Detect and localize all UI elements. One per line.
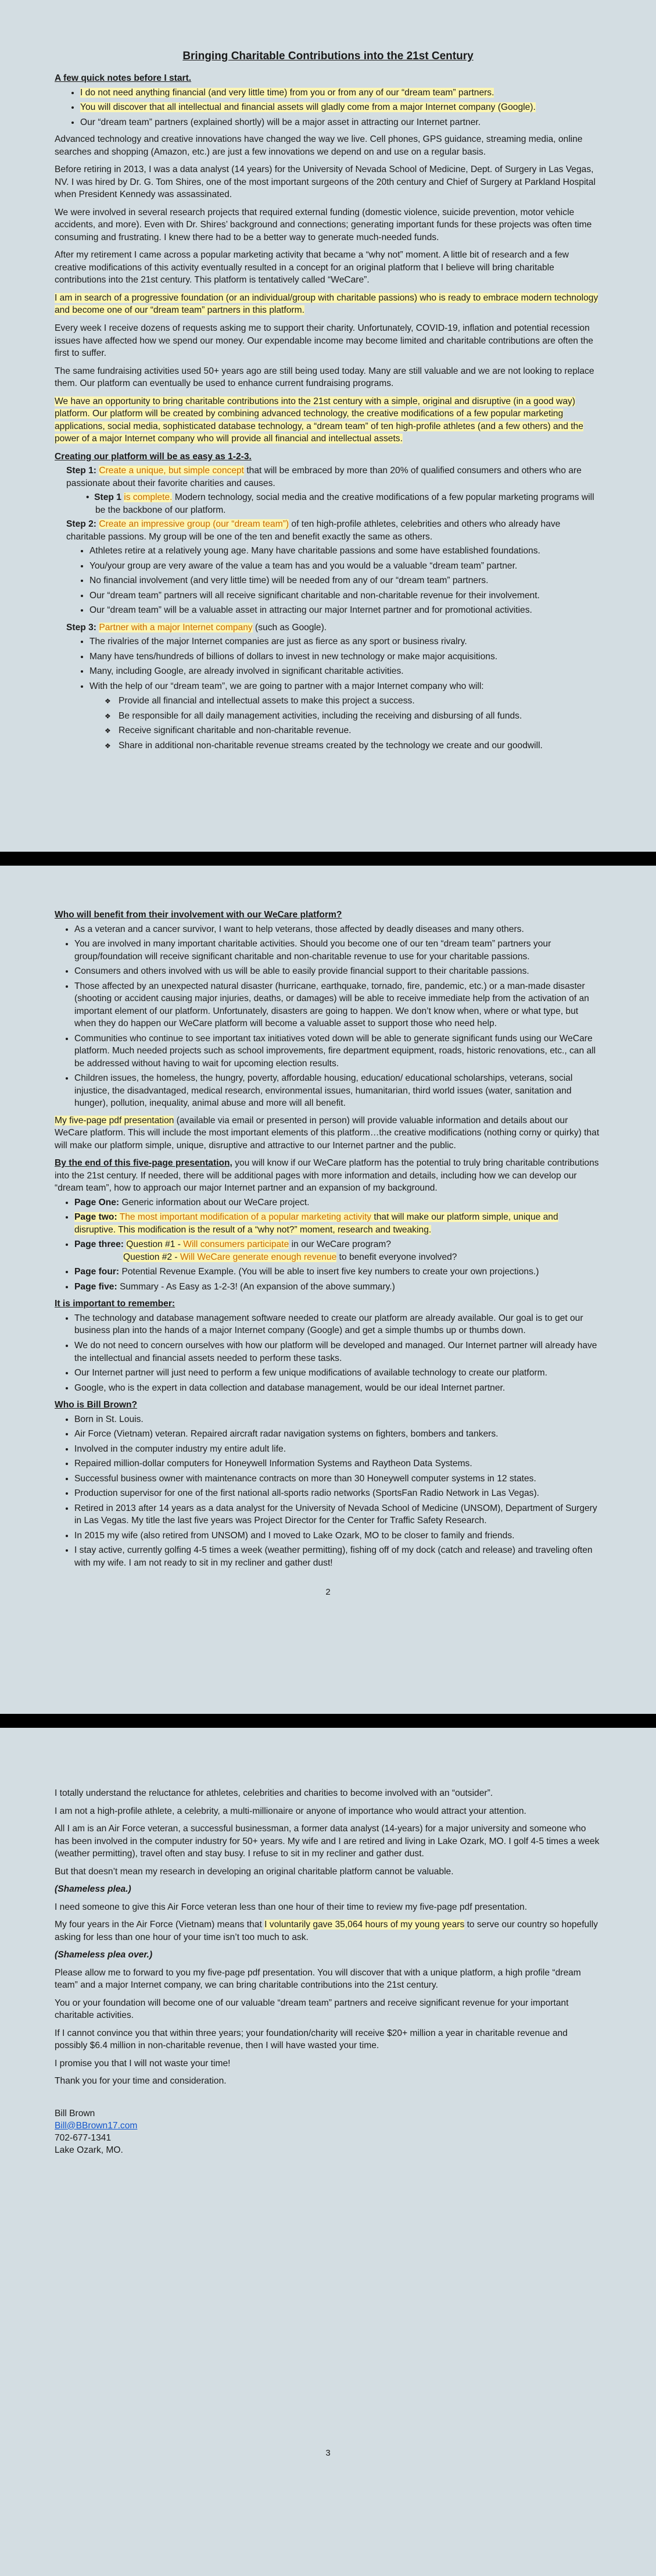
paragraph: The same fundraising activities used 50+ years ago are still being used today. Many are still valuable and we are not looking to replace them. Our platform can eventually be used to enhance current fundraising programs. <box>55 366 594 389</box>
quick-notes-list <box>55 87 601 129</box>
list-item: • Involved in the computer industry my entire adult life. <box>74 1443 601 1456</box>
paragraph: After my retirement I came across a popular marketing activity that became a “why not” moment. A little bit of research and a few creative modifications of this activity eventually resulted in a concept for an original platform that I believe will bring charitable contributions into the 21st century. This platform is tentatively called “WeCare”. <box>55 250 569 285</box>
paragraph: My four years in the Air Force (Vietnam) means that I voluntarily gave 35,064 hours of my young years to serve our country so hopefully asking for less than one hour of your time isn’t too much to ask. <box>55 1920 598 1942</box>
list-item: • Retired in 2013 after 14 years as a data analyst for the University of Nevada School of Medicine (UNSOM), Department of Surgery in Las Vegas. My title the last five years was Project Director for the Center for Traffic Safety Research. <box>74 1502 601 1527</box>
benefit-heading: Who will benefit from their involvement with our WeCare platform? <box>55 910 342 920</box>
list-item: • I stay active, currently golfing 4-5 times a week (weather permitting), fishing off of my dock (catch and release) and traveling often with my wife. I am not ready to sit in my recliner and gather dust! <box>74 1544 601 1569</box>
paragraph: Thank you for your time and consideration. <box>55 2076 227 2086</box>
signature-block <box>55 2107 601 2156</box>
page-3 <box>0 1728 656 2576</box>
presentation-pages-list <box>55 1196 601 1294</box>
paragraph: Please allow me to forward to you my five-page pdf presentation. You will discover that with a unique platform, a high profile “dream team” and a major Internet company, we can bring charitable contributions into the 21st century. <box>55 1967 581 1991</box>
who-list <box>55 1413 601 1570</box>
who-heading: Who is Bill Brown? <box>55 1400 138 1410</box>
steps-heading: Creating our platform will be as easy as 1-2-3. <box>55 451 252 462</box>
paragraph: Before retiring in 2013, I was a data analyst (14 years) for the University of Nevada School of Medicine, Dept. of Surgery in Las Vegas, NV. I was hired by Dr. G. Tom Shires, one of the most important surgeons of the 20th century and Chief of Surgery at Parkland Hospital when President Kennedy was assassinated. <box>55 165 596 200</box>
list-item: • Our Internet partner will just need to perform a few unique modifications of available technology to create our platform. <box>74 1367 601 1380</box>
remember-list <box>55 1312 601 1394</box>
list-item: ❖ Share in additional non-charitable revenue streams created by the technology we create and our goodwill. <box>119 739 601 752</box>
list-item: • Many have tens/hundreds of billions of dollars to invest in new technology or make major acquisitions. <box>89 651 601 663</box>
paragraph: All I am is an Air Force veteran, a successful businessman, a former data analyst (14-years) for a major university and someone who has been involved in the computer industry for 50+ years. My wife and I are retired and living in Lake Ozark, MO. I golf 4-5 times a week (weather permitting), travel often and stay busy. I refuse to sit in my recliner and gather dust. <box>55 1824 600 1859</box>
list-item: • Air Force (Vietnam) veteran. Repaired aircraft radar navigation systems on fighters, bombers and tankers. <box>74 1428 601 1441</box>
list-item: • Page four: Potential Revenue Example. (You will be able to insert five key numbers to create your own projections.) <box>74 1266 601 1278</box>
list-item: • Many, including Google, are already involved in significant charitable activities. <box>89 665 601 678</box>
page-number: 2 <box>325 1587 331 1597</box>
list-item: • Page One: Generic information about our WeCare project. <box>74 1196 601 1209</box>
quick-notes-heading: A few quick notes before I start. <box>55 73 192 84</box>
list-item: • Successful business owner with maintenance contracts on more than 30 Honeywell computer systems in 12 states. <box>74 1473 601 1485</box>
list-item: • Google, who is the expert in data collection and database management, would be our ideal Internet partner. <box>74 1382 601 1395</box>
list-item: • Our “dream team” partners will all receive significant charitable and non-charitable revenue for their involvement. <box>89 589 601 602</box>
paragraph: Every week I receive dozens of requests asking me to support their charity. Unfortunately, COVID-19, inflation and potential recession issues have affected how we spend our money. Our expendable income may become limited and charitable contributions are often the first to suffer. <box>55 323 593 359</box>
document-title: Bringing Charitable Contributions into the 21st Century <box>182 50 474 62</box>
list-item: ❖ Provide all financial and intellectual assets to make this project a success. <box>119 695 601 708</box>
paragraph: I need someone to give this Air Force veteran less than one hour of their time to review my five-page pdf presentation. <box>55 1902 528 1912</box>
paragraph: I am in search of a progressive foundation (or an individual/group with charitable passions) who is ready to embrace modern technology and become one of our “dream team” partners in this platform. <box>55 292 598 316</box>
signature-city: Lake Ozark, MO. <box>55 2145 123 2155</box>
list-item: • Page five: Summary - As Easy as 1-2-3! (An expansion of the above summary.) <box>74 1281 601 1294</box>
list-item: • You are involved in many important charitable activities. Should you become one of our ten “dream team” partners your group/foundation will receive significant charitable and non-charitable revenue to use for your charitable passions. <box>74 938 601 963</box>
page-1 <box>0 0 656 852</box>
paragraph: I totally understand the reluctance for athletes, celebrities and charities to become involved with an “outsider”. <box>55 1788 493 1798</box>
list-item: • You/your group are very aware of the value a team has and you would be a valuable “dream team” partner. <box>89 560 601 573</box>
list-item: ❖ Be responsible for all daily management activities, including the receiving and disbursing of all funds. <box>119 710 601 723</box>
paragraph: By the end of this five-page presentation, you will know if our WeCare platform has the potential to truly bring charitable contributions into the 21st century. If needed, there will be additional pages with more information and details, including how we can develop our “dream team”, how to approach our major Internet partner and an expansion of my background. <box>55 1158 599 1194</box>
list-item: • Consumers and others involved with us will be able to easily provide financial support to their charitable passions. <box>74 965 601 978</box>
page-number: 3 <box>325 2448 331 2458</box>
list-item: • As a veteran and a cancer survivor, I want to help veterans, those affected by deadly diseases and many others. <box>74 923 601 936</box>
paragraph: My five-page pdf presentation (available via email or presented in person) will provide valuable information and details about our WeCare platform. This will include the most important elements of this platform…the creative modifications (nothing corny or quirky) that will make our platform simple, unique, disruptive and attractive to our Internet partner and the public. <box>55 1115 600 1151</box>
list-item: • Our “dream team” will be a valuable asset in attracting our major Internet partner and for promotional activities. <box>89 604 601 617</box>
list-item: • Those affected by an unexpected natural disaster (hurricane, earthquake, tornado, fire, pandemic, etc.) or a man-made disaster (shooting or accident causing major injuries, deaths, or damages) will be able to receive immediate help from the activation of an important element of our platform. Unfortunately, disasters are going to happen. We don’t know when, where or what type, but when they do happen our WeCare platform will become a valuable asset to support those who need help. <box>74 980 601 1030</box>
list-item: • Athletes retire at a relatively young age. Many have charitable passions and some have established foundations. <box>89 545 601 558</box>
list-item: ❖ Receive significant charitable and non-charitable revenue. <box>119 724 601 737</box>
list-item: • No financial involvement (and very little time) will be needed from any of our “dream team” partners. <box>89 574 601 587</box>
list-item: • Production supervisor for one of the first national all-sports radio networks (SportsFan Radio Network in Las Vegas). <box>74 1487 601 1500</box>
list-item: • Born in St. Louis. <box>74 1413 601 1426</box>
list-item: • Page two: The most important modification of a popular marketing activity that will make our platform simple, unique and disruptive. This modification is the result of a “why not?” moment, research and tweaking. <box>74 1211 601 1236</box>
internet-partner-list <box>55 695 601 752</box>
list-item: • We do not need to concern ourselves with how our platform will be developed and managed. Our Internet partner will already have the intellectual and financial assets needed to perform these tasks. <box>74 1339 601 1364</box>
remember-heading: It is important to remember: <box>55 1299 175 1309</box>
page-separator <box>0 852 656 866</box>
paragraph: Advanced technology and creative innovations have changed the way we live. Cell phones, GPS guidance, streaming media, online searches and shopping (Amazon, etc.) are just a few innovations we depend on and use on a regular basis. <box>55 134 583 157</box>
list-item: • Communities who continue to see important tax initiatives voted down will be able to generate significant funds using our WeCare platform. Much needed projects such as school improvements, fire department equipment, roads, historic renovations, etc., can all be addressed without having to wait for upcoming election results. <box>74 1032 601 1070</box>
plea-end: (Shameless plea over.) <box>55 1950 153 1960</box>
paragraph: I promise you that I will not waste your time! <box>55 2058 231 2068</box>
paragraph: I am not a high-profile athlete, a celebrity, a multi-millionaire or anyone of importance who would attract your attention. <box>55 1806 526 1816</box>
list-item: • Our “dream team” partners (explained shortly) will be a major asset in attracting our Internet partner. <box>80 116 601 129</box>
page-2 <box>0 866 656 1714</box>
step-1-status: • Step 1 is complete. Modern technology, social media and the creative modifications of a few popular marketing programs will be the backbone of our platform. <box>86 492 594 515</box>
paragraph: You or your foundation will become one of our valuable “dream team” partners and receive significant revenue for your important charitable activities. <box>55 1998 569 2021</box>
list-item: • The rivalries of the major Internet companies are just as fierce as any sport or business rivalry. <box>89 635 601 648</box>
list-item: • The technology and database management software needed to create our platform are already available. Our goal is to get our business plan into the hands of a major Internet company (Google) and get a simple thumbs up or thumbs down. <box>74 1312 601 1337</box>
page-separator <box>0 1714 656 1728</box>
plea-heading: (Shameless plea.) <box>55 1884 131 1895</box>
benefit-list <box>55 923 601 1110</box>
signature-phone: 702-677-1341 <box>55 2132 112 2143</box>
step-3-list <box>55 635 601 692</box>
list-item: • You will discover that all intellectual and financial assets will gladly come from a major Internet company (Google). <box>80 101 601 114</box>
signature-name: Bill Brown <box>55 2108 95 2118</box>
list-item: • In 2015 my wife (also retired from UNSOM) and I moved to Lake Ozark, MO to be closer to family and friends. <box>74 1530 601 1542</box>
paragraph: We have an opportunity to bring charitable contributions into the 21st century with a simple, original and disruptive (in a good way) platform. Our platform will be created by combining advanced technology, the creative modifications of a few popular marketing applications, social media, sophisticated database technology, a “dream team” of ten high-profile athletes (and a few others) and the power of a major Internet company who will provide all financial and intellectual assets. <box>55 396 583 444</box>
list-item: • I do not need anything financial (and very little time) from you or from any of our “dream team” partners. <box>80 87 601 99</box>
list-item: • With the help of our “dream team”, we are going to partner with a major Internet company who will: <box>89 680 601 693</box>
list-item: • Page three: Question #1 - Will consumers participate in our WeCare program? Question #2 - Will WeCare generate enough revenue to benefit everyone involved? <box>74 1238 601 1263</box>
step-3: Step 3: Partner with a major Internet company (such as Google). <box>66 622 327 633</box>
step-2: Step 2: Create an impressive group (our “dream team”) of ten high-profile athletes, celebrities and others who already have charitable passions. My group will be one of the ten and benefit exactly the same as others. <box>66 519 561 542</box>
email-link[interactable]: Bill@BBrown17.com <box>55 2120 138 2131</box>
step-2-list <box>55 545 601 617</box>
list-item: • Repaired million-dollar computers for Honeywell Information Systems and Raytheon Data Systems. <box>74 1457 601 1470</box>
list-item: • Children issues, the homeless, the hungry, poverty, affordable housing, education/ educational scholarships, veterans, social injustice, the disadvantaged, medical research, environmental issues, humanitarian, third world issues (water, sanitation and hunger), pollution, inequality, animal abuse and more will all benefit. <box>74 1072 601 1110</box>
paragraph: We were involved in several research projects that required external funding (domestic violence, suicide prevention, motor vehicle accidents, and more). Even with Dr. Shires’ background and connections; generating important funds for these projects was often time consuming and frustrating. I knew there had to be a better way to generate much-needed funds. <box>55 207 592 242</box>
step-1: Step 1: Create a unique, but simple concept that will be embraced by more than 20% of qualified consumers and others who are passionate about their favorite charities and causes. <box>66 466 582 488</box>
paragraph: But that doesn’t mean my research in developing an original charitable platform cannot be valuable. <box>55 1866 454 1877</box>
paragraph: If I cannot convince you that within three years; your foundation/charity will receive $20+ million a year in charitable revenue and possibly $6.4 million in non-charitable revenue, then I will have wasted your time. <box>55 2028 568 2051</box>
